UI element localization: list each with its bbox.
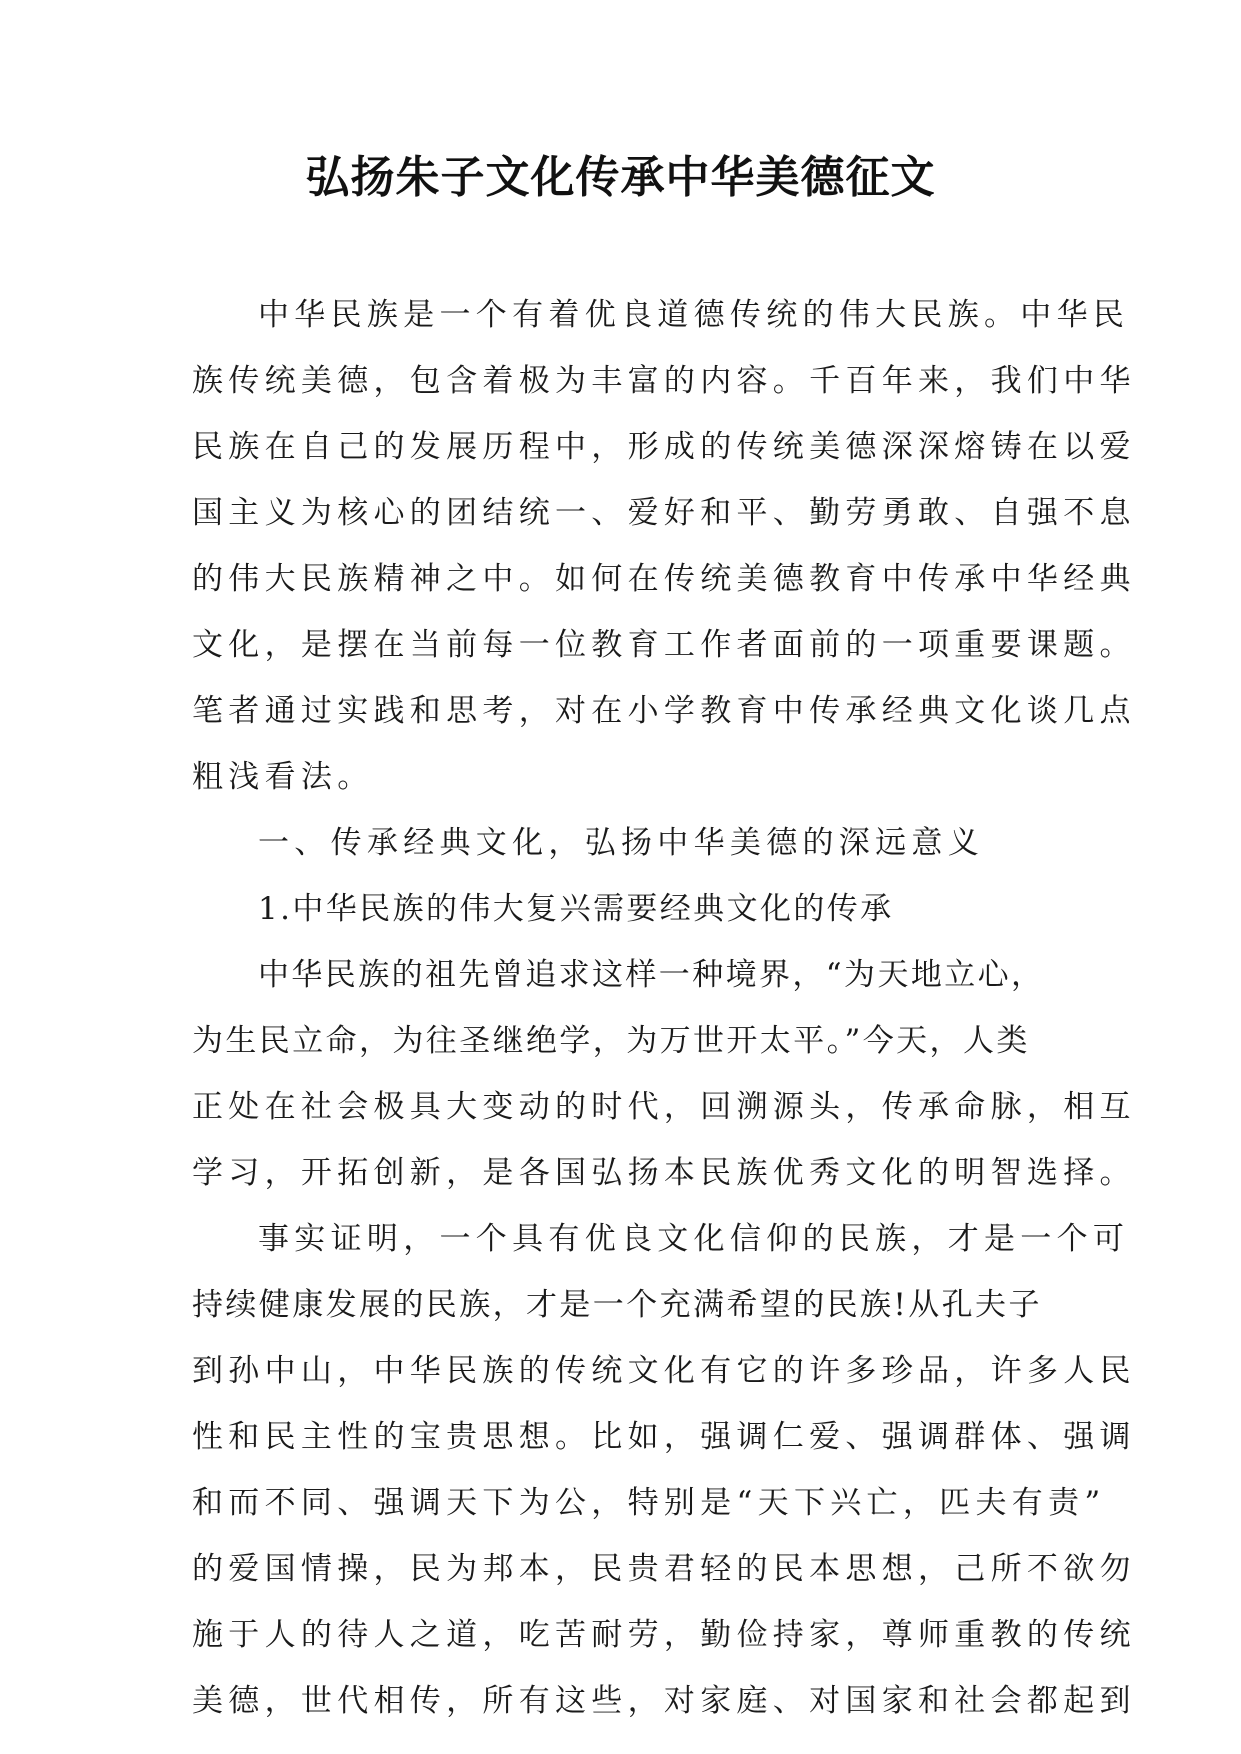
paragraph-line: 和而不同、强调天下为公，特别是“天下兴亡，匹夫有责” — [192, 1485, 1106, 1521]
paragraph-line: 中华民族的祖先曾追求这样一种境界，“为天地立心， — [258, 957, 1045, 993]
paragraph-line: 文化，是摆在当前每一位教育工作者面前的一项重要课题。 — [192, 627, 1136, 663]
paragraph-line: 族传统美德，包含着极为丰富的内容。千百年来，我们中华 — [192, 363, 1136, 399]
paragraph-line: 国主义为核心的团结统一、爱好和平、勤劳勇敢、自强不息 — [192, 495, 1136, 531]
document-title: 弘扬朱子文化传承中华美德征文 — [305, 152, 936, 203]
paragraph-line: 施于人的待人之道，吃苦耐劳，勤俭持家，尊师重教的传统 — [192, 1617, 1136, 1653]
paragraph-line: 为生民立命，为往圣继绝学，为万世开太平。”今天，人类 — [192, 1023, 1030, 1059]
paragraph-line: 的爱国情操，民为邦本，民贵君轻的民本思想，己所不欲勿 — [192, 1551, 1136, 1587]
section-heading: 一、传承经典文化，弘扬中华美德的深远意义 — [258, 825, 984, 861]
paragraph-line: 到孙中山，中华民族的传统文化有它的许多珍品，许多人民 — [192, 1353, 1136, 1389]
document-body — [192, 282, 1136, 1734]
paragraph-line: 持续健康发展的民族，才是一个充满希望的民族!从孔夫子 — [192, 1287, 1042, 1323]
subsection-heading: 1.中华民族的伟大复兴需要经典文化的传承 — [258, 891, 894, 927]
paragraph-line: 笔者通过实践和思考，对在小学教育中传承经典文化谈几点 — [192, 693, 1136, 729]
paragraph-line: 美德，世代相传，所有这些，对家庭、对国家和社会都起到 — [192, 1683, 1136, 1719]
paragraph-line: 的伟大民族精神之中。如何在传统美德教育中传承中华经典 — [192, 561, 1136, 597]
paragraph-line: 民族在自己的发展历程中，形成的传统美德深深熔铸在以爱 — [192, 429, 1136, 465]
paragraph-line: 正处在社会极具大变动的时代，回溯源头，传承命脉，相互 — [192, 1089, 1136, 1125]
paragraph-line: 中华民族是一个有着优良道德传统的伟大民族。中华民 — [258, 297, 1130, 333]
paragraph-line: 学习，开拓创新，是各国弘扬本民族优秀文化的明智选择。 — [192, 1155, 1136, 1191]
paragraph-line: 性和民主性的宝贵思想。比如，强调仁爱、强调群体、强调 — [192, 1419, 1136, 1455]
paragraph-line: 事实证明，一个具有优良文化信仰的民族，才是一个可 — [258, 1221, 1130, 1257]
paragraph-line: 粗浅看法。 — [192, 759, 374, 795]
